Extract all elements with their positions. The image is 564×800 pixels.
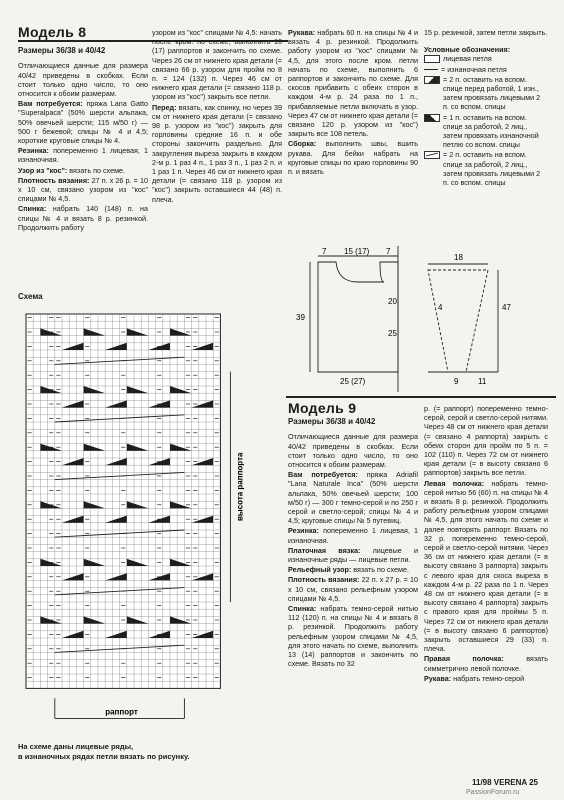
repeat-label: раппорт [105, 707, 138, 717]
paragraph [18, 61, 148, 98]
paragraph-text: набрать 140 (148) п. на спицы № 4 и вязать 8 р. резинкой. Продолжить работу [18, 204, 149, 232]
paragraph [18, 99, 148, 145]
legend-text: лицевая петля [443, 54, 492, 64]
paragraph [424, 404, 548, 478]
paragraph [288, 526, 418, 544]
paragraph [288, 565, 418, 574]
paragraph-text: 27 п. х 26 р. = 10 х 10 см, связано узором из "кос" спицами № 4,5. [18, 175, 149, 204]
paragraph [288, 470, 418, 525]
paragraph [424, 28, 548, 37]
pattern-diagrams [288, 232, 554, 392]
model8-sizes: Размеры 36/38 и 40/42 [18, 46, 106, 56]
paragraph-text: вязать симметрично левой полочке. [424, 654, 548, 673]
body-top-left: 7 [322, 247, 327, 256]
paragraph-label: Рукава: [424, 673, 452, 683]
paragraph-label: Спинка: [288, 604, 317, 614]
sleeve-bottom-9: 9 [454, 377, 459, 386]
legend-item [424, 54, 548, 63]
legend-symbol-icon [424, 114, 440, 122]
model8-col3 [288, 28, 418, 177]
legend-item [424, 113, 548, 150]
legend-item [424, 65, 548, 74]
paragraph-label: Рельефный узор: [288, 565, 352, 575]
body-top-mid: 15 (17) [344, 247, 370, 256]
paragraph-label: Перед: [152, 102, 177, 112]
chart-caption-line1: На схеме даны лицевые ряды, [18, 742, 134, 751]
paragraph [18, 176, 148, 204]
paragraph [18, 146, 148, 164]
paragraph-text: набрать темно-серой нитью 56 (60) п. на спицы № 4 и вязать 8 р. резинкой. Продолжить работу рельефным узором спицами № 4,5, для этого начать по схеме и далее повторять раппорт. Вязать по 32 р. попеременно темно-серой, серой и светло-серой нитями. Через 36 см от нижнего края детали (= в высоту связано 3 раппорта) закрыть с левого края для скоса выреза в каждом 4-м р. 22 раза по 1 п. Через 48 см от нижнего края детали (= в высоту связано 4 раппорта) закрыть с правого края для проймы 5 п. Через 72 см от нижнего края детали (= в высоту связано 6 раппортов) закрыть оставшиеся 29 (33) п. плеча. [424, 478, 548, 654]
paragraph-text: узором из "кос" спицами № 4,5: начать после кром. по схеме, выполнить 16 (17) раппортов и закончить по схеме. Через 26 см от нижнего края детали (= связано 66 р. узором для пройм по 8 п. = 124 (132) п. Через 46 см от нижнего края детали (= связано 118 р. узором из "кос") закрыть все петли. [152, 28, 282, 102]
model8-title: Модель 8 [18, 24, 87, 40]
paragraph [288, 432, 418, 469]
paragraph-text: пряжа Lana Gatto "Superalpaca" (50% шерсти альпака, 50% овечьей шерсти; 115 м/50 г) — 500 г бежевой; спицы № 4 и 4,5; короткие круговые спицы № 4. [18, 99, 148, 146]
sleeve-top: 18 [454, 253, 463, 262]
sleeve-right: 47 [502, 303, 511, 312]
sleeve-pattern [428, 264, 498, 372]
paragraph-text: Отличающиеся данные для размера 40/42 приведены в скобках. Если стоит только одно число, то оно относится к обоим размерам. [288, 432, 418, 470]
paragraph-text: р. (= раппорт) попеременно темно-серой, серой и светло-серой нитями. Через 48 см от нижнего края детали (= связано 4 раппорта) закрыть с обеих сторон для пройм по 5 п. = 102 (110) п. Через 72 см от нижнего края детали (= в высоту связано 6 раппортов) закрыть все петли. [424, 404, 548, 478]
paragraph-text: набрать темно-серой [453, 673, 525, 683]
page-footer [472, 778, 538, 787]
paragraph [288, 604, 418, 668]
paragraph [288, 28, 418, 138]
body-right-20: 20 [388, 297, 397, 306]
schema-label: Схема [18, 292, 43, 301]
model8-col4 [424, 28, 548, 188]
paragraph-label: Платочная вязка: [288, 545, 361, 555]
paragraph-text: 22 п. х 27 р. = 10 х 10 см, связано рельефным узором спицами № 4,5. [288, 575, 419, 603]
legend-symbol-icon [424, 55, 440, 63]
footer-issue: 11/98 VERENA [472, 778, 527, 787]
model9-sizes: Размеры 36/38 и 40/42 [288, 417, 376, 427]
repeat-height-label: высота раппорта [235, 452, 245, 522]
paragraph-label: Узор из "кос": [18, 165, 68, 175]
legend-text: = изнаночная петля [441, 64, 507, 74]
paragraph [288, 546, 418, 564]
paragraph-text: попеременно 1 лицевая, 1 изнаночная. [288, 526, 418, 545]
model9-top-rule [286, 396, 556, 398]
paragraph-text: вязать по схеме. [69, 165, 126, 175]
paragraph-text: вязать по схеме. [353, 565, 409, 575]
chart-caption-line2: в изнаночных рядах петли вязать по рисунку. [18, 752, 190, 761]
body-right-25: 25 [388, 329, 397, 338]
chart-caption [18, 742, 258, 762]
legend-text: = 2 п. оставить на вспом. спице за работой, 2 лиц., затем провязать лицевыми 2 п. со вспом. спицы [443, 150, 541, 188]
sleeve-left: 4 [438, 303, 443, 312]
model8-col1 [18, 24, 149, 233]
legend-symbol-icon [424, 66, 438, 72]
model9-title: Модель 9 [288, 400, 357, 416]
legend-text: = 2 п. оставить на вспом. спице перед работой, 1 изн., затем провязать лицевыми 2 п. со вспом. спицы [443, 74, 541, 112]
paragraph-text: пряжа Adriafil "Lana Naturale Inca" (50% шерсти альпака, 50% овечьей шерсти; 100 м/50 г) — 300 г темно-серой и по 250 г серой и светло-серой; спицы № 4 и 4,5; круговые спицы № 5 путевиц. [288, 470, 418, 526]
paragraph [152, 103, 282, 204]
body-top-right: 7 [386, 247, 391, 256]
legend-item [424, 150, 548, 187]
paragraph-text: набрать 60 п. на спицы № 4 и вязать 4 р. резинкой. Продолжить работу узором из "кос" спицами № 4,5, для этого после кром. петли начать по схеме, выполнить 6 раппортов и закончить по схеме. Для скосов прибавить с обеих сторон в каждом 4-м р. 24 раза по 1 п., прибавляемые петли включать в узор. Через 47 см от нижнего края детали (= связано 120 р. узором из "кос") закрыть все 108 петель. [288, 28, 419, 139]
paragraph [152, 28, 282, 102]
legend-list [424, 54, 548, 187]
knitting-chart [18, 304, 282, 736]
paragraph-label: Резинка: [288, 526, 319, 536]
paragraph-text: выполнить швы, вшить рукава. Для бейки набрать на круговые спицы по краю горловины 90 п. и вязать [288, 139, 419, 177]
paragraph [288, 575, 418, 603]
paragraph [288, 139, 418, 176]
paragraph-text: набрать темно-серой нитью 112 (120) п. на спицы № 4 и вязать 8 р. резинкой. Продолжить работу рельефным узором спицами № 4,5, для этого начать по схеме, выполнить 13 (14) раппортов и закончить по схеме. Вязать по 32 [288, 604, 418, 669]
paragraph-label: Плотность вязания: [18, 175, 90, 185]
legend-symbol-icon [424, 76, 440, 84]
paragraph-label: Резинка: [18, 146, 49, 156]
legend-text: = 1 п. оставить на вспом. спице за работой, 2 лиц., затем провязать изнаночной петлю со вспом. спицы [443, 112, 539, 150]
model8-col1-body [18, 61, 148, 232]
paragraph-label: Вам потребуется: [18, 99, 83, 109]
footer-page: 25 [529, 778, 538, 787]
paragraph [18, 166, 148, 175]
model8-col2 [152, 28, 282, 205]
paragraph-text: Отличающиеся данные для размера 40/42 приведены в скобках. Если стоит только одно число, то оно относится к обоим размерам. [18, 61, 148, 99]
paragraph [18, 204, 148, 232]
paragraph [424, 674, 548, 683]
paragraph-text: лицевые и изнаночные ряды — лицевые петли. [288, 545, 418, 565]
paragraph-label: Правая полочка: [424, 654, 504, 664]
paragraph-label: Плотность вязания: [288, 575, 360, 585]
legend-symbol-icon [424, 151, 440, 159]
sleeve-bottom-11: 11 [478, 377, 487, 386]
paragraph-label: Спинка: [18, 204, 47, 214]
model9-col2 [424, 404, 548, 684]
paragraph-label: Сборка: [288, 139, 317, 149]
model9-col1 [288, 400, 419, 669]
paragraph-label: Рукава: [288, 28, 316, 37]
legend-item [424, 75, 548, 112]
body-left-39: 39 [296, 313, 305, 322]
paragraph-text: попеременно 1 лицевая, 1 изнаночная. [18, 146, 148, 165]
body-pattern [310, 246, 398, 392]
paragraph [424, 479, 548, 654]
legend-title: Условные обозначения: [424, 45, 511, 55]
paragraph-text: вязать, как спинку, но через 39 см от нижнего края детали (= связано 98 р. узором из "кос") закрыть для горловины средние 16 п. и обе стороны закончить раздельно. Для закругления выреза закрыть в каждом 2-м р. 1 раз 4 п., 1 раз 3 п., 1 раз 2 п. и 1 раз 1 п. Через 46 см от нижнего края детали (= связано 118 р. узором из "кос") закрыть оставшиеся 44 (48) п. плеча. [152, 102, 282, 204]
body-bottom: 25 (27) [340, 377, 366, 386]
paragraph [424, 654, 548, 672]
site-watermark: PassionForum.ru [466, 789, 520, 796]
paragraph-text: 15 р. резинкой, затем петли закрыть. [424, 28, 548, 37]
paragraph-label: Вам потребуется: [288, 470, 358, 480]
paragraph-label: Левая полочка: [424, 478, 485, 488]
